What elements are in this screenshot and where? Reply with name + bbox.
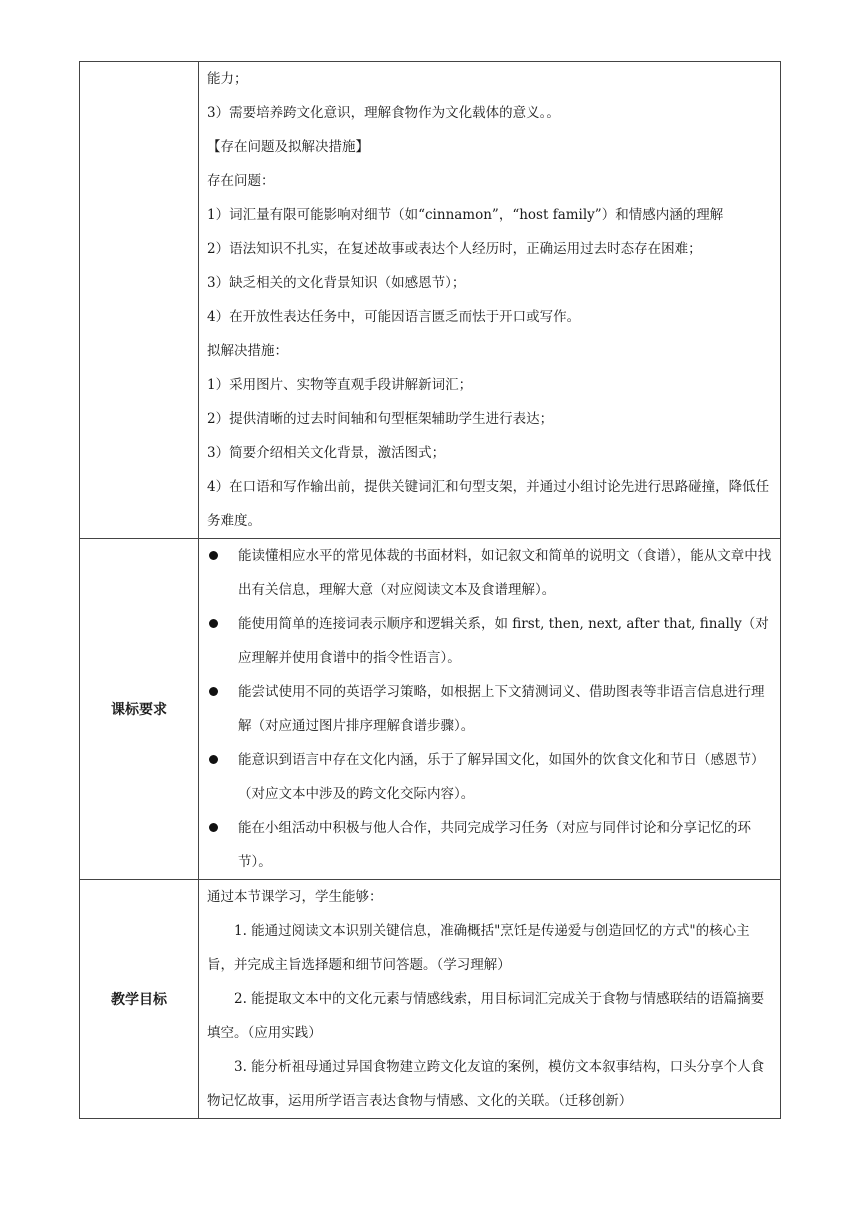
subheading-measures: 拟解决措施： bbox=[207, 343, 288, 359]
analysis-content-cell bbox=[199, 62, 781, 539]
curriculum-row bbox=[80, 539, 781, 880]
problem-item: 2）语法知识不扎实，在复述故事或表达个人经历时，正确运用过去时态存在困难； bbox=[207, 241, 702, 257]
text-line: 能力； bbox=[207, 71, 248, 87]
text-line: 3）需要培养跨文化意识，理解食物作为文化载体的意义。。 bbox=[207, 105, 560, 121]
section-heading: 【存在问题及拟解决措施】 bbox=[207, 139, 369, 155]
bullet-text: 能意识到语言中存在文化内涵，乐于了解异国文化，如国外的饮食文化和节日（感恩节）（对应文本中涉及的跨文化交际内容）。 bbox=[238, 752, 765, 802]
problem-item: 4）在开放性表达任务中，可能因语言匮乏而怯于开口或写作。 bbox=[207, 309, 581, 325]
bullet-dot-icon bbox=[209, 687, 218, 696]
analysis-row bbox=[80, 62, 781, 539]
measure-item: 4）在口语和写作输出前，提供关键词汇和句型支架，并通过小组讨论先进行思路碰撞，降低任务难度。 bbox=[207, 479, 770, 529]
objective-item: 3. 能分析祖母通过异国食物建立跨文化友谊的案例，模仿文本叙事结构，口头分享个人食物记忆故事，运用所学语言表达食物与情感、文化的关联。（迁移创新） bbox=[207, 1059, 765, 1109]
measure-item: 1）采用图片、实物等直观手段讲解新词汇； bbox=[207, 377, 473, 393]
curriculum-bullet bbox=[207, 743, 772, 811]
bullet-text: 能尝试使用不同的英语学习策略，如根据上下文猜测词义、借助图表等非语言信息进行理解（对应通过图片排序理解食谱步骤）。 bbox=[238, 684, 765, 734]
curriculum-bullet bbox=[207, 607, 772, 675]
measure-item: 2）提供清晰的过去时间轴和句型框架辅助学生进行表达； bbox=[207, 411, 554, 427]
curriculum-label: 课标要求 bbox=[80, 539, 199, 880]
objective-item: 2. 能提取文本中的文化元素与情感线索，用目标词汇完成关于食物与情感联结的语篇摘要填空。（应用实践） bbox=[207, 991, 765, 1041]
curriculum-content-cell bbox=[199, 539, 781, 880]
curriculum-bullet bbox=[207, 675, 772, 743]
subheading-problems: 存在问题： bbox=[207, 173, 275, 189]
problem-item: 3）缺乏相关的文化背景知识（如感恩节）； bbox=[207, 275, 466, 291]
bullet-text: 能在小组活动中积极与他人合作，共同完成学习任务（对应与同伴讨论和分享记忆的环节）。 bbox=[238, 820, 751, 870]
problem-item: 1）词汇量有限可能影响对细节（如“cinnamon”，“host family”）和情感内涵的理解 bbox=[207, 207, 724, 223]
objectives-label: 教学目标 bbox=[80, 880, 199, 1119]
measure-item: 3）简要介绍相关文化背景，激活图式； bbox=[207, 445, 446, 461]
bullet-dot-icon bbox=[209, 823, 218, 832]
bullet-dot-icon bbox=[209, 755, 218, 764]
lesson-plan-table bbox=[79, 61, 781, 1119]
bullet-text: 能使用简单的连接词表示顺序和逻辑关系，如 first, then, next, after that, finally（对应理解并使用食谱中的指令性语言）。 bbox=[238, 616, 769, 666]
curriculum-bullet bbox=[207, 811, 772, 879]
bullet-text: 能读懂相应水平的常见体裁的书面材料，如记叙文和简单的说明文（食谱），能从文章中找出有关信息，理解大意（对应阅读文本及食谱理解）。 bbox=[238, 548, 772, 598]
analysis-label-cell bbox=[80, 62, 199, 539]
objectives-row bbox=[80, 880, 781, 1119]
objective-item: 1. 能通过阅读文本识别关键信息，准确概括"烹饪是传递爱与创造回忆的方式"的核心主旨，并完成主旨选择题和细节问答题。（学习理解） bbox=[207, 923, 750, 973]
bullet-dot-icon bbox=[209, 619, 218, 628]
objectives-intro: 通过本节课学习，学生能够： bbox=[207, 889, 383, 905]
bullet-dot-icon bbox=[209, 551, 218, 560]
objectives-content-cell bbox=[199, 880, 781, 1119]
curriculum-bullet bbox=[207, 539, 772, 607]
